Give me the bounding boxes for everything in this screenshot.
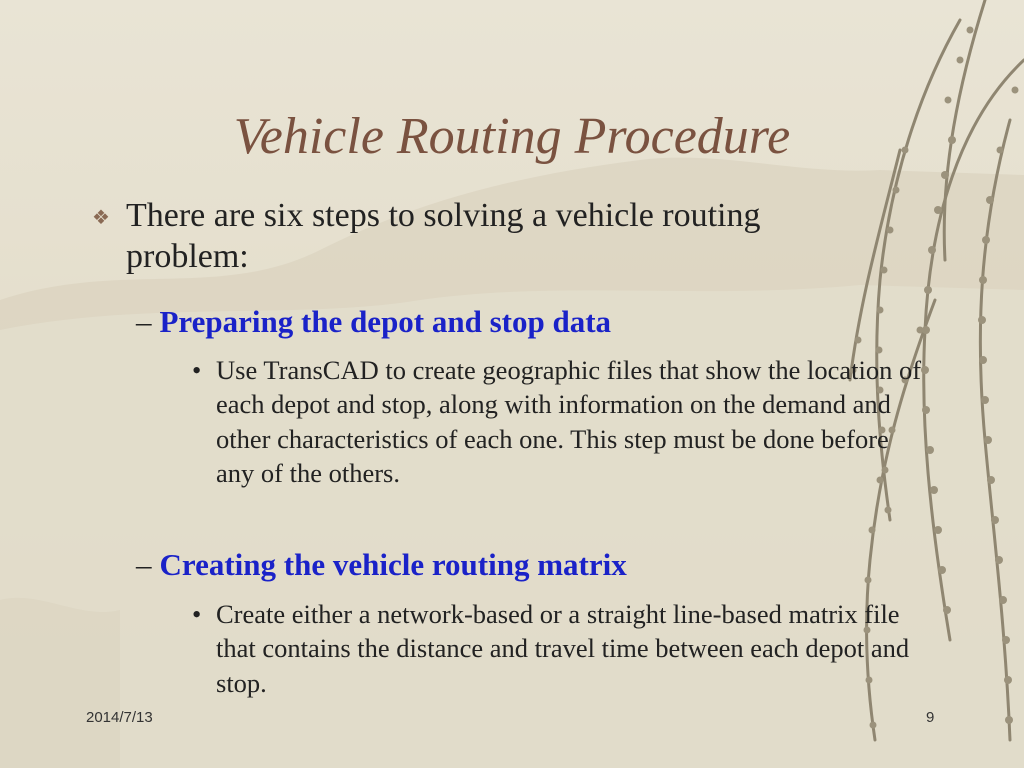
dot-bullet-icon: • xyxy=(192,355,202,385)
step-heading-2 xyxy=(136,546,896,583)
step-heading-text: Preparing the depot and stop data xyxy=(159,304,612,339)
dash-marker: – xyxy=(136,304,152,339)
step-detail-text: Create either a network-based or a straight line-based matrix file that contains the distance and travel time between each depot and stop. xyxy=(216,599,910,698)
step-detail-text: Use TransCAD to create geographic files that show the location of each depot and stop, along with information on the demand and other characteristics of each one. This step must be done before any of the others. xyxy=(216,355,922,489)
slide-title: Vehicle Routing Procedure xyxy=(233,108,791,165)
step-detail-1 xyxy=(192,353,932,491)
main-bullet xyxy=(92,196,852,278)
step-heading-1 xyxy=(136,303,896,340)
page-number: 9 xyxy=(926,709,935,726)
step-detail-2 xyxy=(192,597,932,700)
main-bullet-text: There are six steps to solving a vehicle routing problem: xyxy=(126,197,761,275)
dash-marker: – xyxy=(136,547,152,582)
hill-shape xyxy=(0,598,120,768)
footer-date: 2014/7/13 xyxy=(86,709,153,726)
step-heading-text: Creating the vehicle routing matrix xyxy=(159,547,627,582)
dot-bullet-icon: • xyxy=(192,599,202,629)
diamond-bullet-icon: ❖ xyxy=(92,207,110,229)
